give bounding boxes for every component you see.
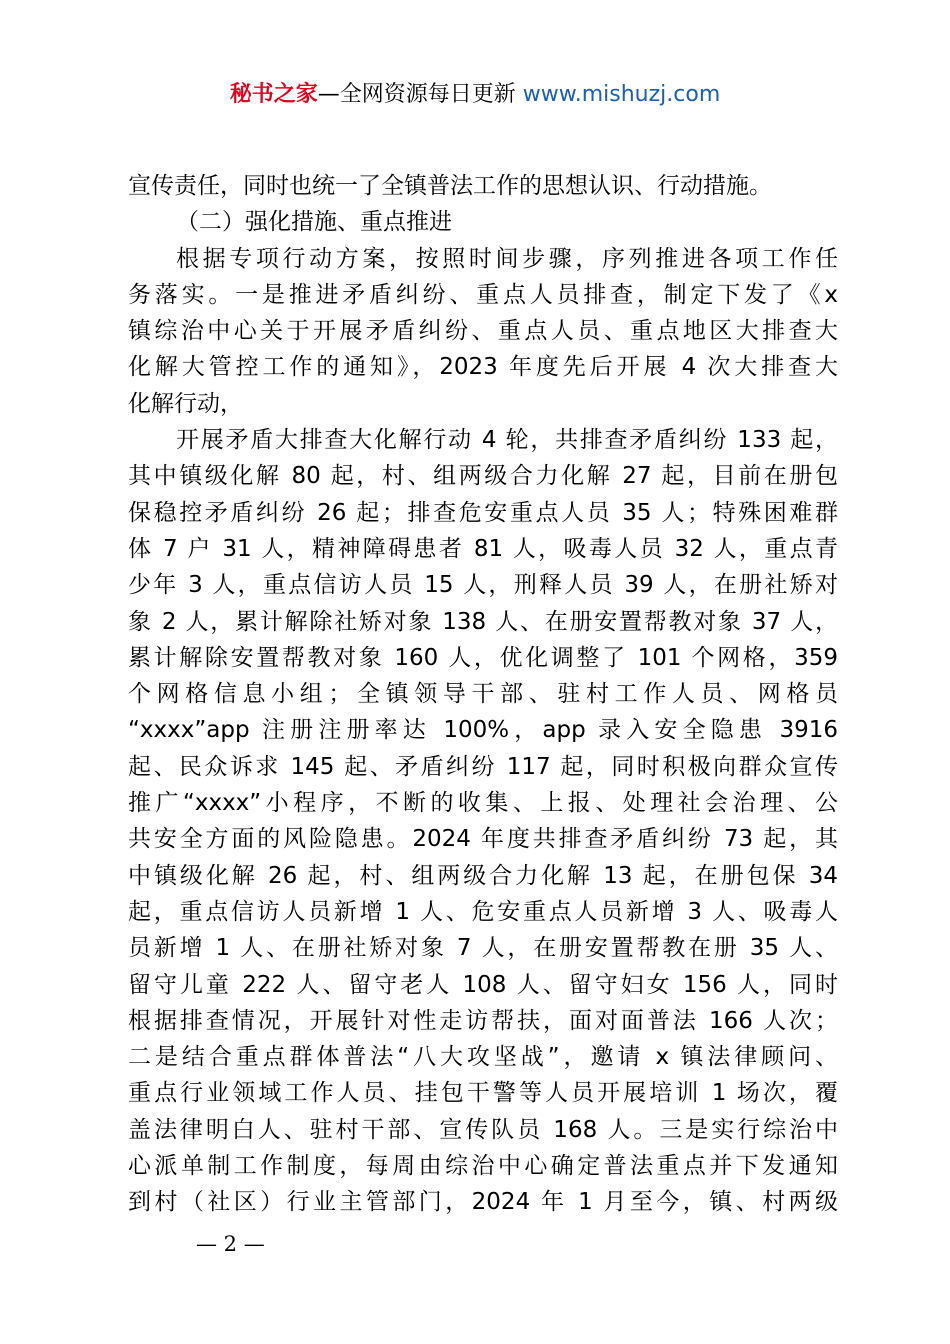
paragraph-line: 累计解除安置帮教对象 160 人，优化调整了 101 个网格，359 bbox=[128, 644, 838, 671]
paragraph-line: 中镇级化解 26 起，村、组两级合力化解 13 起，在册包保 34 bbox=[128, 862, 838, 889]
paragraph-line: 化解行动， bbox=[128, 390, 243, 417]
paragraph-line: “xxxx”app 注册注册率达 100%，app 录入安全隐患 3916 bbox=[128, 717, 838, 744]
paragraph-line: 员新增 1 人、在册社矫对象 7 人，在册安置帮教在册 35 人、 bbox=[128, 935, 838, 962]
paragraph-line: 心派单制工作制度，每周由综治中心确定普法重点并下发通知 bbox=[128, 1153, 838, 1180]
paragraph-line: 起、民众诉求 145 起、矛盾纠纷 117 起，同时积极向群众宣传 bbox=[128, 753, 838, 780]
paragraph-line: 盖法律明白人、驻村干部、宣传队员 168 人。三是实行综治中 bbox=[128, 1116, 838, 1143]
section-heading: （二）强化措施、重点推进 bbox=[176, 209, 452, 236]
paragraph-line: 共安全方面的风险隐患。2024 年度共排查矛盾纠纷 73 起，其 bbox=[128, 826, 838, 853]
site-tagline: —全网资源每日更新 bbox=[317, 82, 523, 107]
paragraph-line: 到村（社区）行业主管部门，2024 年 1 月至今，镇、村两级 bbox=[128, 1189, 838, 1216]
paragraph-line: 开展矛盾大排查大化解行动 4 轮，共排查矛盾纠纷 133 起， bbox=[176, 427, 838, 454]
paragraph-line: 宣传责任，同时也统一了全镇普法工作的思想认识、行动措施。 bbox=[128, 173, 772, 199]
paragraph-line: 化解大管控工作的通知》，2023 年度先后开展 4 次大排查大 bbox=[128, 354, 838, 381]
paragraph-line: 务落实。一是推进矛盾纠纷、重点人员排查，制定下发了《x bbox=[128, 281, 838, 308]
paragraph-line: 根据排查情况，开展针对性走访帮扶，面对面普法 166 人次； bbox=[128, 1007, 838, 1034]
page-number: — 2 — bbox=[196, 1232, 265, 1256]
paragraph-line: 根据专项行动方案，按照时间步骤，序列推进各项工作任 bbox=[176, 245, 838, 272]
paragraph-line: 象 2 人，累计解除社矫对象 138 人、在册安置帮教对象 37 人， bbox=[128, 608, 838, 635]
document-body bbox=[128, 168, 838, 1221]
paragraph-line: 少年 3 人，重点信访人员 15 人，刑释人员 39 人，在册社矫对 bbox=[128, 572, 838, 599]
site-header bbox=[0, 78, 950, 112]
paragraph-line: 二是结合重点群体普法“八大攻坚战”，邀请 x 镇法律顾问、 bbox=[128, 1044, 838, 1071]
paragraph-line: 个网格信息小组；全镇领导干部、驻村工作人员、网格员 bbox=[128, 681, 838, 708]
paragraph-line: 重点行业领域工作人员、挂包干警等人员开展培训 1 场次，覆 bbox=[128, 1080, 838, 1107]
paragraph-line: 推广“xxxx”小程序，不断的收集、上报、处理社会治理、公 bbox=[128, 790, 838, 817]
paragraph-line: 留守儿童 222 人、留守老人 108 人、留守妇女 156 人，同时 bbox=[128, 971, 838, 998]
paragraph-line: 起，重点信访人员新增 1 人、危安重点人员新增 3 人、吸毒人 bbox=[128, 898, 838, 925]
paragraph-line: 保稳控矛盾纠纷 26 起；排查危安重点人员 35 人；特殊困难群 bbox=[128, 499, 838, 526]
paragraph-line: 镇综治中心关于开展矛盾纠纷、重点人员、重点地区大排查大 bbox=[128, 318, 838, 345]
site-brand: 秘书之家 bbox=[229, 82, 318, 107]
paragraph-line: 体 7 户 31 人，精神障碍患者 81 人，吸毒人员 32 人，重点青 bbox=[128, 535, 838, 562]
paragraph-line: 其中镇级化解 80 起，村、组两级合力化解 27 起，目前在册包 bbox=[128, 463, 838, 490]
site-url-link[interactable]: www.mishuzj.com bbox=[522, 82, 721, 107]
